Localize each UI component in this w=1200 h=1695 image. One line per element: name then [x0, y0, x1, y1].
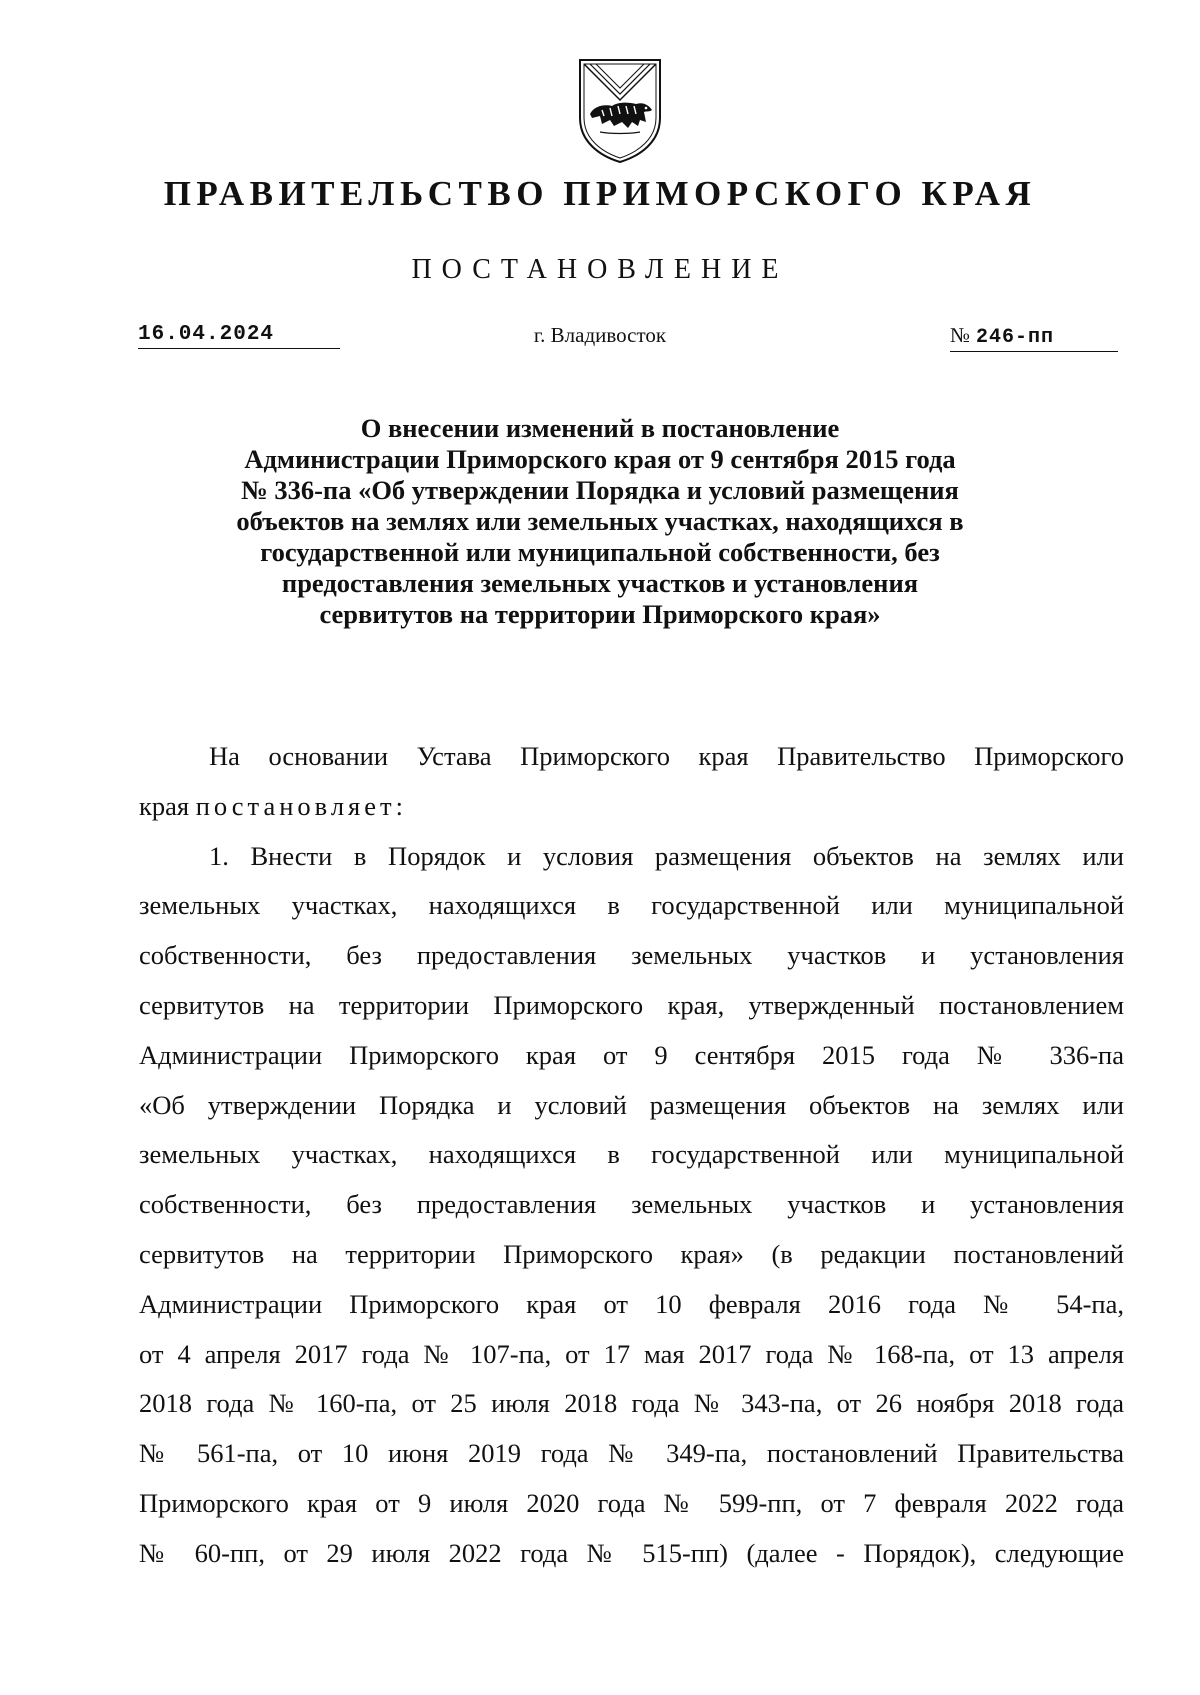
body-line: Приморского края от 9 июля 2020 года № 599-пп, от 7 февраля 2022 года: [139, 1487, 1124, 1518]
body-line: 2018 года № 160-па, от 25 июля 2018 года № 343-па, от 26 ноября 2018 года: [139, 1388, 1124, 1419]
document-date: 16.04.2024: [138, 322, 340, 349]
body-line: собственности, без предоставления земельных участков и установления: [139, 940, 1124, 971]
body-line: сервитутов на территории Приморского края, утвержденный постановлением: [139, 989, 1124, 1020]
coat-of-arms-icon: [574, 56, 666, 166]
title-line: сервитутов на территории Приморского края»: [319, 599, 881, 629]
body-line: На основании Устава Приморского края Правительство Приморского: [209, 741, 1124, 771]
intro-spaced: постановляет:: [195, 790, 407, 821]
body-line: земельных участках, находящихся в государственной или муниципальной: [139, 890, 1124, 921]
intro-start: края: [139, 790, 190, 821]
authority-name: ПРАВИТЕЛЬСТВО ПРИМОРСКОГО КРАЯ: [163, 174, 1037, 213]
title-line: № 336-па «Об утверждении Порядка и условий размещения: [241, 475, 959, 505]
body-line: собственности, без предоставления земельных участков и установления: [139, 1189, 1124, 1220]
title-line: предоставления земельных участков и установления: [281, 568, 919, 598]
body-line: [139, 782, 1124, 832]
body-line: от 4 апреля 2017 года № 107-па, от 17 мая 2017 года № 168-па, от 13 апреля: [139, 1338, 1124, 1369]
body-line: «Об утверждении Порядка и условий размещения объектов на землях или: [139, 1089, 1124, 1120]
document-type: ПОСТАНОВЛЕНИЕ: [411, 254, 789, 285]
title-line: государственной или муниципальной собственности, без: [260, 537, 940, 567]
body-line: № 561-па, от 10 июня 2019 года № 349-па, постановлений Правительства: [139, 1438, 1124, 1469]
document-city: г. Владивосток: [533, 323, 667, 347]
title-line: О внесении изменений в постановление: [360, 413, 840, 443]
body-line: № 60-пп, от 29 июля 2022 года № 515-пп) (далее - Порядок), следующие: [139, 1537, 1124, 1568]
title-line: Администрации Приморского края от 9 сентября 2015 года: [244, 444, 956, 474]
number-prefix: №: [950, 323, 971, 347]
body-line: сервитутов на территории Приморского края» (в редакции постановлений: [139, 1238, 1124, 1269]
body-line: земельных участках, находящихся в государственной или муниципальной: [139, 1139, 1124, 1170]
document-title: [0, 413, 1200, 630]
document-body: [139, 732, 1124, 1579]
body-line: Администрации Приморского края от 9 сентября 2015 года № 336-па: [139, 1039, 1124, 1070]
document-number: [950, 322, 1118, 352]
number-value: 246-пп: [976, 326, 1055, 349]
body-line: 1. Внести в Порядок и условия размещения объектов на землях или: [209, 840, 1124, 871]
title-line: объектов на землях или земельных участках, находящихся в: [236, 506, 964, 536]
body-line: Администрации Приморского края от 10 февраля 2016 года № 54-па,: [139, 1288, 1124, 1319]
